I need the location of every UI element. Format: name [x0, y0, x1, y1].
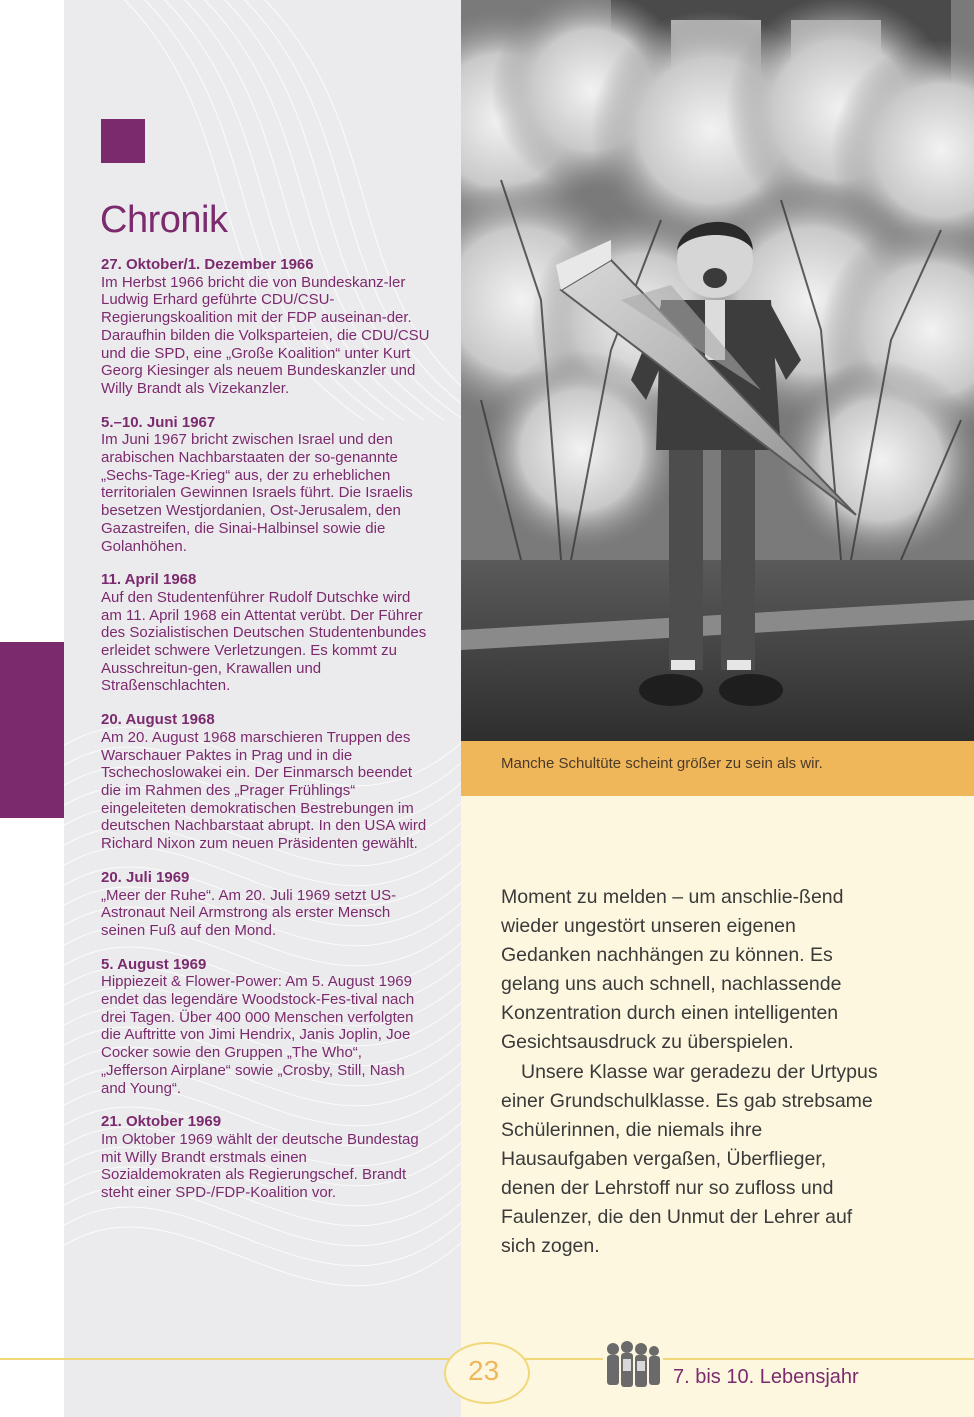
- photo-illustration: [461, 0, 974, 741]
- entry-date: 20. August 1968: [101, 711, 215, 729]
- chronicle-entries: [101, 256, 431, 1218]
- chronicle-entry: [101, 711, 431, 853]
- chronicle-entry: [101, 1113, 431, 1202]
- entry-date: 27. Oktober/1. Dezember 1966: [101, 256, 314, 273]
- photo-caption: Manche Schultüte scheint größer zu sein als wir.: [501, 755, 823, 772]
- chapter-side-tab: [0, 642, 64, 818]
- entry-date: 5. August 1969: [101, 955, 207, 973]
- body-text: [501, 883, 881, 1261]
- entry-text: Im Juni 1967 bricht zwischen Israel und den arabischen Nachbarstaaten der so-genannte „Sechs-Tage-Krieg“ aus, der zu erheblichen territorialen Gewinnen Israels führt. Die Israelis besetzen Westjordanien, Ost-Jerusalem, den Gazastreifen, die Sinai-Halbinsel sowie die Golanhöhen.: [101, 431, 413, 555]
- entry-text: „Meer der Ruhe“. Am 20. Juli 1969 setzt US-Astronaut Neil Armstrong als erster Mensch seinen Fuß auf den Mond.: [101, 886, 397, 939]
- photo-caption-bar: [461, 741, 974, 796]
- body-paragraph: Unsere Klasse war geradezu der Urtypus einer Grundschulklasse. Es gab strebsame Schülerinnen, die niemals ihre Hausaufgaben vergaßen, Überflieger, denen der Lehrstoff nur so zufloss und Faulenzer, die den Unmut der Lehrer auf sich zogen.: [501, 1060, 878, 1258]
- entry-text: Am 20. August 1968 marschieren Truppen des Warschauer Paktes in Prag und in die Tschechoslowakei ein. Der Einmarsch beendet die im Rahmen des „Prager Frühlings“ eingeleiteten demokratischen Bestrebungen im deutschen Nachbarstaat abrupt. In den USA wird Richard Nixon zum neuen Präsidenten gewählt.: [101, 728, 427, 853]
- chronicle-entry: [101, 571, 431, 695]
- chronicle-entry: [101, 414, 431, 556]
- chronicle-entry: [101, 869, 431, 940]
- body-paragraph: Moment zu melden – um anschlie-ßend wieder ungestört unseren eigenen Gedanken nachhängen zu können. Es gelang uns auch schnell, nachlassende Konzentration durch einen intelligenten Gesichtsausdruck zu überspielen.: [501, 886, 844, 1054]
- entry-date: 11. April 1968: [101, 571, 197, 589]
- entry-text: Auf den Studentenführer Rudolf Dutschke wird am 11. April 1968 ein Attentat verübt. Der Führer des Sozialistischen Deutschen Studentenbundes erleidet schwere Verletzungen. Es kommt zu Ausschreitun-gen, Krawallen und Straßenschlachten.: [101, 588, 427, 695]
- photo-boy-with-school-cone: [461, 0, 974, 741]
- chronicle-marker-square: [101, 119, 145, 163]
- children-photo-icon: [603, 1337, 663, 1391]
- entry-text: Hippiezeit & Flower-Power: Am 5. August 1969 endet das legendäre Woodstock-Fes-tival nach drei Tagen. Über 400 000 Menschen verfolgten die Auftritte von Jimi Hendrix, Janis Joplin, Joe Cocker sowie den Gruppen „The Who“, „Jefferson Airplane“ sowie „Crosby, Still, Nash and Young“.: [101, 973, 415, 1097]
- chronicle-entry: [101, 256, 431, 398]
- chronicle-title: Chronik: [100, 199, 228, 241]
- entry-date: 21. Oktober 1969: [101, 1113, 222, 1131]
- entry-date: 20. Juli 1969: [101, 868, 190, 886]
- page-number: 23: [468, 1355, 500, 1386]
- entry-text: Im Oktober 1969 wählt der deutsche Bundestag mit Willy Brandt erstmals einen Sozialdemokraten als Regierungschef. Brandt steht einer SPD-/FDP-Koalition vor.: [101, 1130, 419, 1202]
- chronicle-entry: [101, 956, 431, 1098]
- section-label: 7. bis 10. Lebensjahr: [673, 1366, 859, 1388]
- entry-text: Im Herbst 1966 bricht die von Bundeskanz-ler Ludwig Erhard geführte CDU/CSU-Regierungskoalition mit der FDP auseinan-der. Daraufhin bilden die Volksparteien, die CDU/CSU und die SPD, eine „Große Koalition“ unter Kurt Georg Kiesinger als neuem Bundeskanzler und Willy Brandt als Vizekanzler.: [101, 273, 430, 397]
- entry-date: 5.–10. Juni 1967: [101, 413, 216, 431]
